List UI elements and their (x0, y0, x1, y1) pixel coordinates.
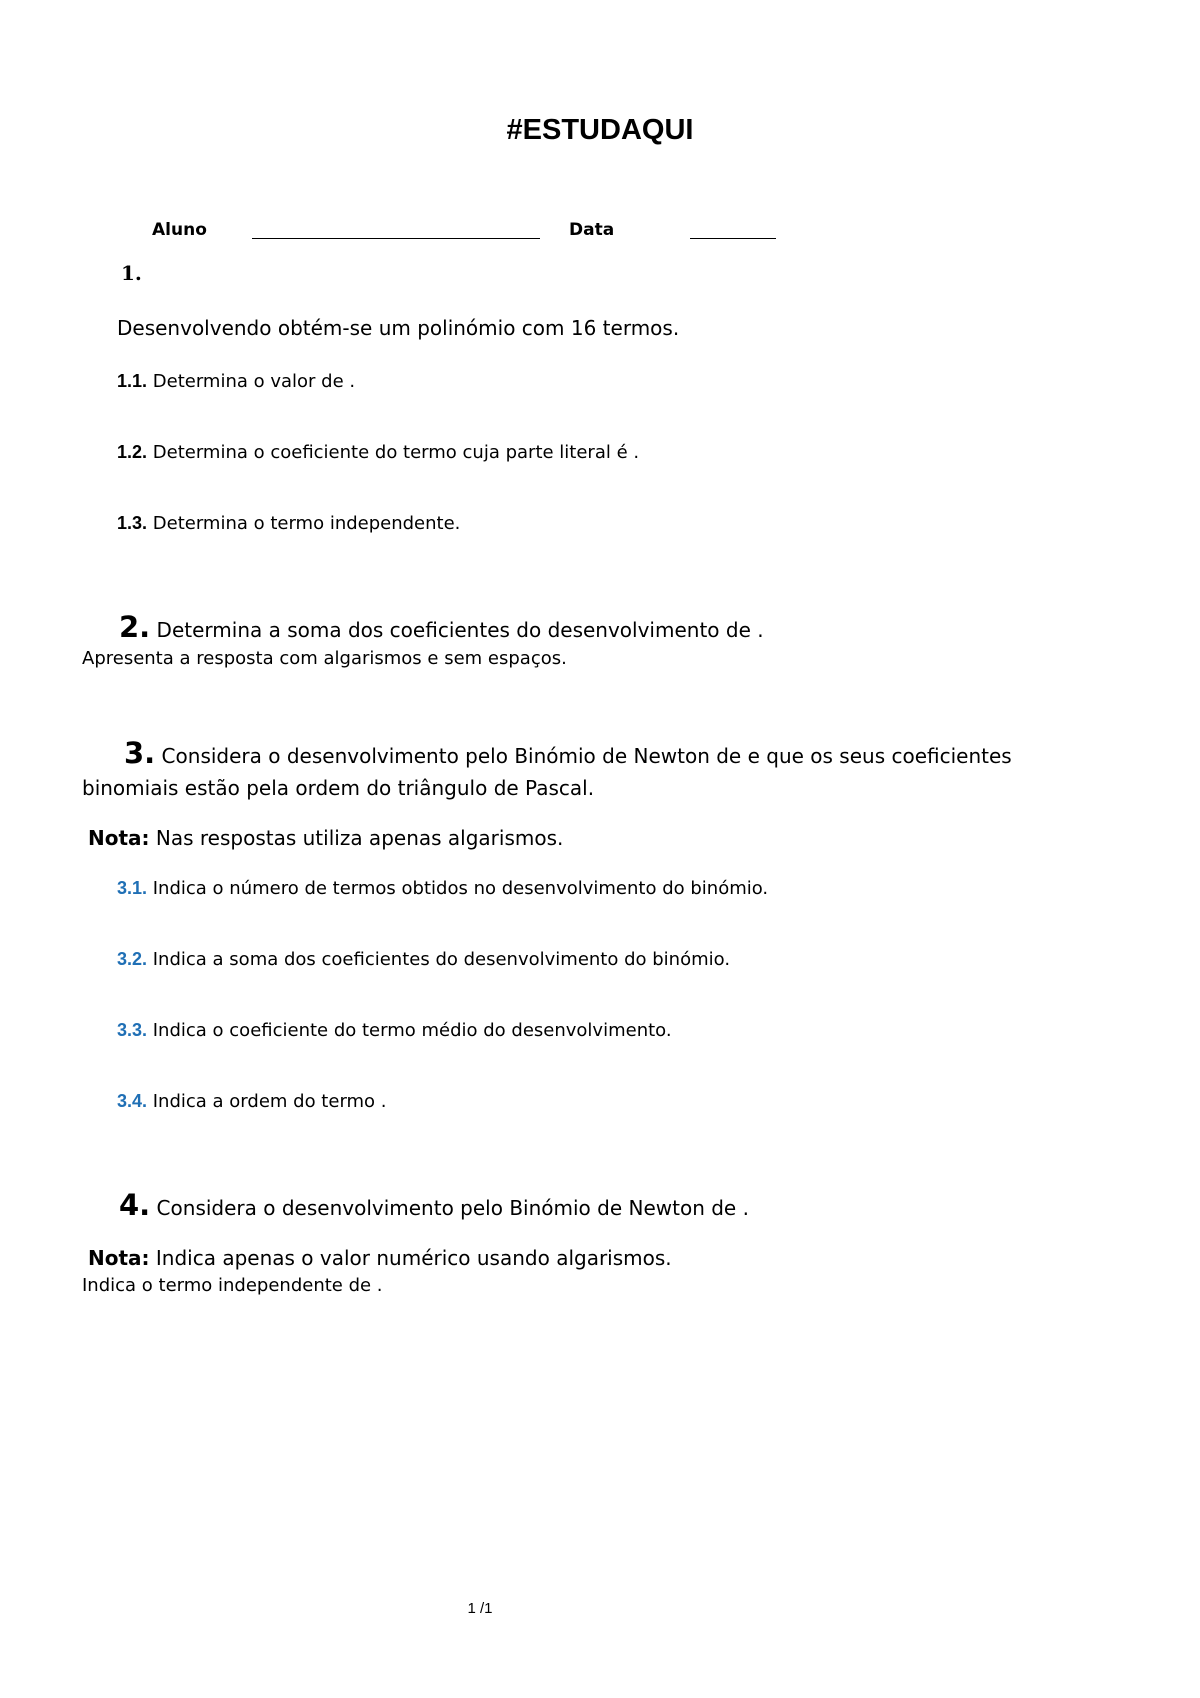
question-3-2 (117, 949, 730, 970)
item-number: 1.3. (117, 513, 148, 533)
aluno-field[interactable] (252, 238, 540, 239)
item-text: Indica o coeficiente do termo médio do desenvolvimento. (147, 1020, 672, 1041)
aluno-label: Aluno (152, 220, 207, 240)
item-number: 1.2. (117, 442, 148, 462)
item-number: 1.1. (117, 371, 148, 391)
question-4-number: 4. (119, 1188, 151, 1222)
item-number: 3.1. (117, 878, 148, 898)
question-1-3 (117, 513, 460, 534)
item-text: Determina o valor de . (147, 371, 356, 392)
question-3-text-line2: binomiais estão pela ordem do triângulo de Pascal. (82, 776, 595, 800)
question-2-note: Apresenta a resposta com algarismos e sem espaços. (82, 648, 567, 669)
nota-text: Nas respostas utiliza apenas algarismos. (149, 826, 564, 850)
item-text: Indica a soma dos coeficientes do desenvolvimento do binómio. (147, 949, 731, 970)
question-1-intro: Desenvolvendo obtém-se um polinómio com 16 termos. (117, 316, 680, 340)
question-1-2 (117, 442, 639, 463)
item-number: 3.4. (117, 1091, 148, 1111)
question-4-text2: Indica o termo independente de . (82, 1275, 383, 1296)
page-number: 1 /1 (467, 1600, 493, 1617)
question-3-nota (88, 826, 563, 850)
item-text: Determina o termo independente. (147, 513, 461, 534)
question-1-number: 1. (121, 261, 142, 285)
item-text: Determina o coeficiente do termo cuja parte literal é . (147, 442, 640, 463)
question-4-text: Considera o desenvolvimento pelo Binómio de Newton de . (150, 1196, 749, 1220)
question-3-4 (117, 1091, 387, 1112)
item-number: 3.2. (117, 949, 148, 969)
item-text: Indica o número de termos obtidos no desenvolvimento do binómio. (147, 878, 769, 899)
question-2 (119, 610, 764, 644)
question-2-text: Determina a soma dos coeficientes do desenvolvimento de . (150, 618, 764, 642)
question-1-1 (117, 371, 355, 392)
nota-label: Nota: (88, 826, 150, 850)
question-3-1 (117, 878, 768, 899)
question-4 (119, 1188, 749, 1222)
item-text: Indica a ordem do termo . (147, 1091, 387, 1112)
nota-text: Indica apenas o valor numérico usando algarismos. (149, 1246, 672, 1270)
page-title: #ESTUDAQUI (506, 114, 694, 146)
question-3-number: 3. (124, 736, 156, 770)
question-2-number: 2. (119, 610, 151, 644)
question-4-nota (88, 1246, 672, 1270)
item-number: 3.3. (117, 1020, 148, 1040)
data-label: Data (569, 220, 615, 240)
data-field[interactable] (690, 238, 776, 239)
question-3 (124, 736, 1012, 770)
question-3-text-line1: Considera o desenvolvimento pelo Binómio de Newton de e que os seus coeficientes (155, 744, 1012, 768)
question-3-3 (117, 1020, 672, 1041)
nota-label: Nota: (88, 1246, 150, 1270)
